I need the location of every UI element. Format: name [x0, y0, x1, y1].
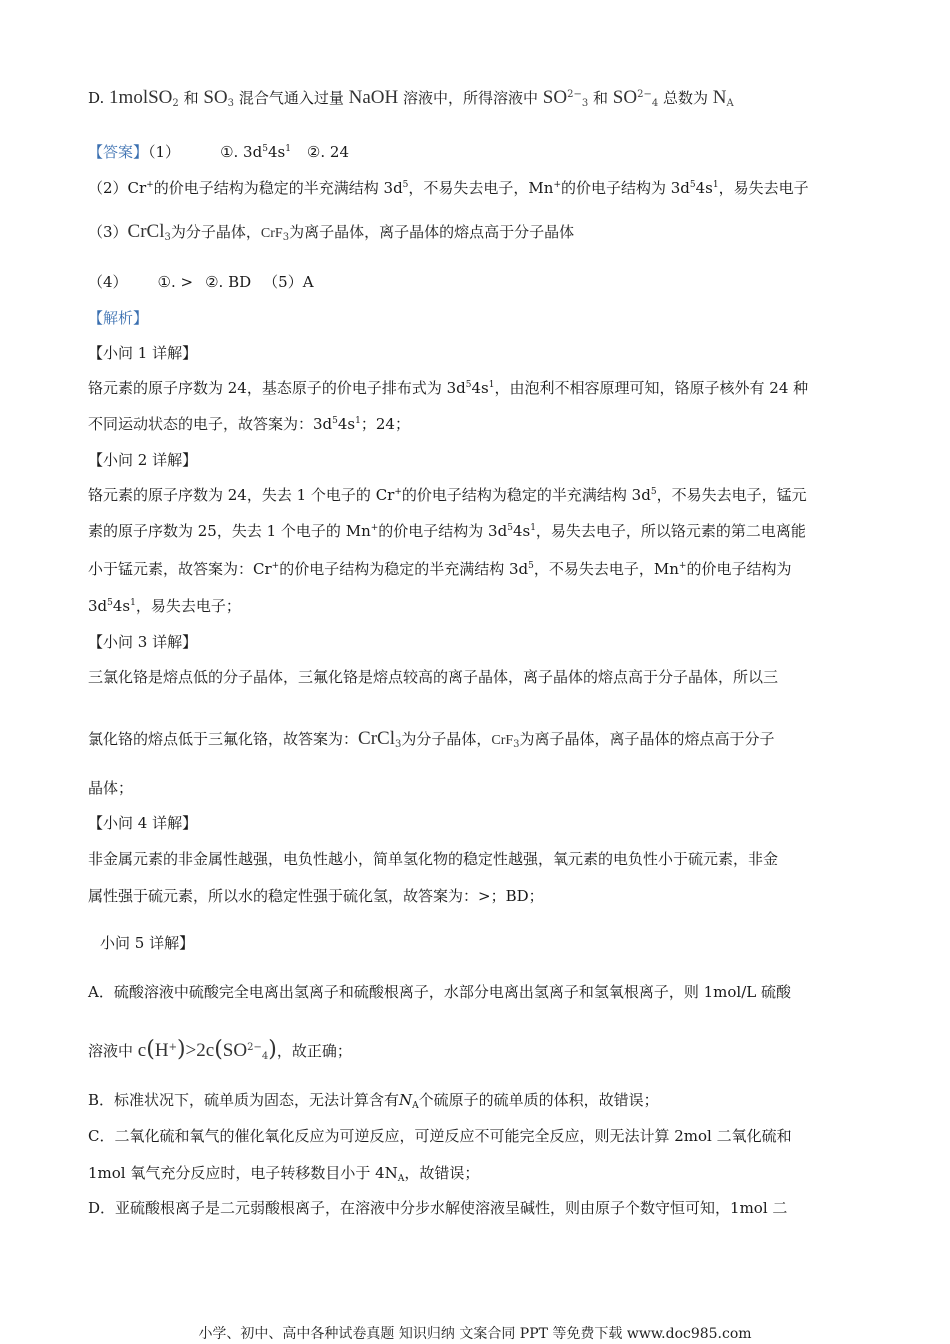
section-heading-3: 【小问 3 详解】 [88, 633, 198, 651]
answer-line-1: 【答案】（1） ①. $3d^54s^1$ ②. 24 [88, 143, 349, 161]
section-heading-4: 【小问 4 详解】 [88, 814, 198, 832]
section-heading-1: 【小问 1 详解】 [88, 344, 198, 362]
paragraph-line: 溶液中 $c(H^+)>2c(SO^{2-}_4)$，故正确； [88, 1037, 352, 1062]
paragraph-line: 三氯化铬是熔点低的分子晶体，三氟化铬是熔点较高的离子晶体，离子晶体的熔点高于分子晶体，所以三 [88, 668, 779, 686]
paragraph-line: 非金属元素的非金属性越强，电负性越小，简单氢化物的稳定性越强，氧元素的电负性小于硫元素，非金 [88, 850, 779, 868]
section-heading-5: 小问 5 详解】 [100, 934, 195, 952]
paragraph-line: 铬元素的原子序数为 24，失去 1 个电子的 Cr+的价电子结构为稳定的半充满结构 $3d^5$，不易失去电子，锰元 [88, 486, 807, 504]
paragraph-line: C．二氧化硫和氧气的催化氧化反应为可逆反应，可逆反应不可能完全反应，则无法计算 2mol 二氧化硫和 [88, 1127, 792, 1145]
paragraph-line: B．标准状况下，硫单质为固态，无法计算含有$N_A$个硫原子的硫单质的体积，故错误； [88, 1091, 659, 1111]
paragraph-line: 不同运动状态的电子，故答案为：$3d^54s^1$；24； [88, 415, 410, 433]
paragraph-line: 小于锰元素，故答案为：Cr+的价电子结构为稳定的半充满结构 $3d^5$，不易失去电子，Mn+的价电子结构为 [88, 560, 792, 578]
paragraph-line: 属性强于硫元素，所以水的稳定性强于硫化氢，故答案为：>；BD； [88, 887, 544, 905]
answer-line-4: （4） ①. > ②. BD （5）A [88, 273, 314, 291]
paragraph-line: 1mol 氧气充分反应时，电子转移数目小于 $4N_A$，故错误； [88, 1164, 480, 1184]
paragraph-line: $3d^54s^1$，易失去电子； [88, 597, 241, 615]
paragraph-line: 氯化铬的熔点低于三氟化铬，故答案为：CrCl$_3$为分子晶体，CrF$_3$为离子晶体，离子晶体的熔点高于分子 [88, 728, 775, 750]
paragraph-line: A．硫酸溶液中硫酸完全电离出氢离子和硫酸根离子，水部分电离出氢离子和氢氧根离子，则 1mol/L 硫酸 [88, 983, 791, 1001]
section-heading-2: 【小问 2 详解】 [88, 451, 198, 469]
analysis-label: 【解析】 [88, 309, 149, 327]
option-d: D. 1molSO$_2$ 和 $SO_3$ 混合气通入过量 NaOH 溶液中，所得溶液中 $SO^{2-}_3$ 和 $SO^{2-}_4$ 总数为 $N_A$ [88, 87, 734, 109]
answer-line-3: （3）CrCl$_3$为分子晶体，CrF$_3$为离子晶体，离子晶体的熔点高于分子晶体 [88, 221, 575, 243]
paragraph-line: 晶体； [88, 779, 134, 797]
answer-label: 【答案】 [88, 143, 149, 161]
answer-line-2: （2）Cr+的价电子结构为稳定的半充满结构 $3d^5$，不易失去电子，Mn+的价电子结构为 $3d^54s^1$，易失去电子 [88, 179, 809, 197]
paragraph-line: D．亚硫酸根离子是二元弱酸根离子，在溶液中分步水解使溶液呈碱性，则由原子个数守恒可知，1mol 二 [88, 1199, 788, 1217]
paragraph-line: 铬元素的原子序数为 24，基态原子的价电子排布式为 $3d^54s^1$，由泡利不相容原理可知，铬原子核外有 24 种 [88, 379, 809, 397]
page-footer: 小学、初中、高中各种试卷真题 知识归纳 文案合同 PPT 等免费下载 www.doc985.com [198, 1326, 752, 1342]
paragraph-line: 素的原子序数为 25，失去 1 个电子的 Mn+的价电子结构为 $3d^54s^1$，易失去电子，所以铬元素的第二电离能 [88, 522, 806, 540]
